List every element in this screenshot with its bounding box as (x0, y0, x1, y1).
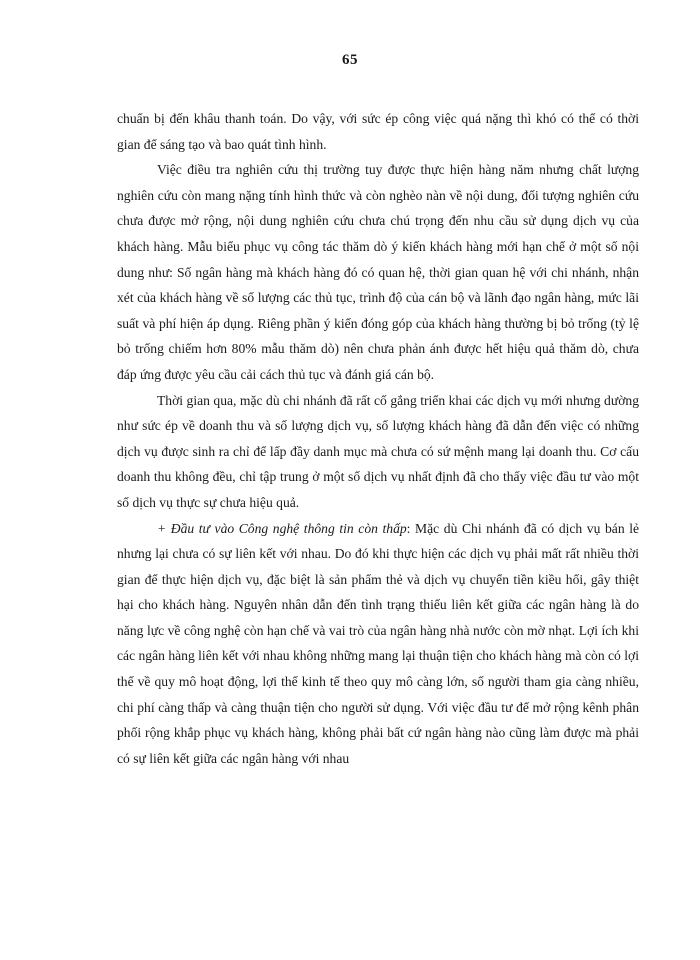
paragraph-it-investment (117, 516, 639, 772)
paragraph-continuation: chuẩn bị đến khâu thanh toán. Do vậy, với sức ép công việc quá nặng thì khó có thể có thời gian để sáng tạo và bao quát tình hình. (117, 111, 639, 152)
paragraph-market-research: Việc điều tra nghiên cứu thị trường tuy được thực hiện hàng năm nhưng chất lượng nghiên cứu còn mang nặng tính hình thức và còn nghèo nàn về nội dung, đối tượng nghiên cứu chưa được mở rộng, nội dung nghiên cứu chưa chú trọng đến nhu cầu sử dụng dịch vụ của khách hàng. Mẫu biểu phục vụ công tác thăm dò ý kiến khách hàng mới hạn chế ở một số nội dung như: Số ngân hàng mà khách hàng đó có quan hệ, thời gian quan hệ với chi nhánh, nhận xét của khách hàng về số lượng các thủ tục, trình độ của cán bộ và lãnh đạo ngân hàng, mức lãi suất và phí hiện áp dụng. Riêng phần ý kiến đóng góp của khách hàng thường bị bỏ trống (tỷ lệ bỏ trống chiếm hơn 80% mẫu thăm dò) nên chưa phản ánh được hết hiệu quả thăm dò, chưa đáp ứng được yêu cầu cải cách thủ tục và đánh giá cán bộ. (117, 162, 639, 382)
paragraph-it-investment-text: : Mặc dù Chi nhánh đã có dịch vụ bán lẻ nhưng lại chưa có sự liên kết với nhau. Do đó khi thực hiện các dịch vụ phải mất rất nhiều thời gian để thực hiện dịch vụ, đặc biệt là sản phẩm thẻ và dịch vụ chuyển tiền kiều hối, gây thiệt hại cho khách hàng. Nguyên nhân dẫn đến tình trạng thiếu liên kết giữa các ngân hàng là do năng lực về công nghệ còn hạn chế và vai trò của ngân hàng nhà nước còn mờ nhạt. Lợi ích khi các ngân hàng liên kết với nhau không những mang lại thuận tiện cho khách hàng mà còn có lợi thế về quy mô hoạt động, lợi thế kinh tế theo quy mô càng lớn, số người tham gia càng nhiều, chi phí càng thấp và càng thuận tiện cho người sử dụng. Với việc đầu tư để mở rộng kênh phân phối rộng khắp phục vụ khách hàng, không phải bất cứ ngân hàng nào cũng làm được mà phải có sự liên kết giữa các ngân hàng với nhau (117, 520, 640, 766)
paragraph-new-services: Thời gian qua, mặc dù chi nhánh đã rất cố gắng triển khai các dịch vụ mới nhưng dường như sức ép về doanh thu và số lượng dịch vụ, số lượng khách hàng đã dẫn đến việc có những dịch vụ được sinh ra chỉ để lấp đầy danh mục mà chưa có sứ mệnh mang lại doanh thu. Cơ cấu doanh thu không đều, chỉ tập trung ở một số dịch vụ nhất định đã cho thấy việc đầu tư vào một số dịch vụ thực sự chưa hiệu quả. (117, 392, 639, 510)
paragraph-lead-heading: + Đầu tư vào Công nghệ thông tin còn thấp (157, 520, 407, 536)
page-number: 65 (342, 52, 358, 68)
document-body (117, 106, 639, 771)
